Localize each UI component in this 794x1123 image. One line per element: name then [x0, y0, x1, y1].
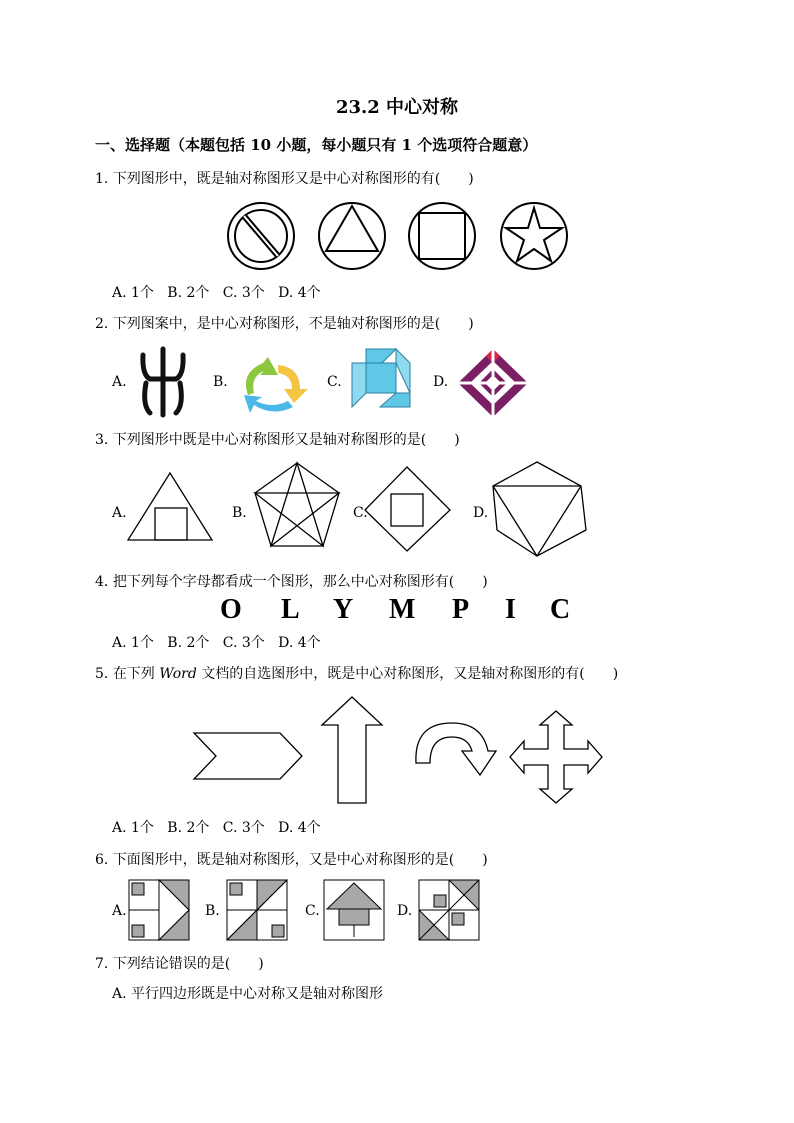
question-7	[95, 955, 264, 973]
question-2	[95, 315, 474, 333]
letter-o: O	[220, 594, 242, 625]
question-6	[95, 851, 488, 869]
up-arrow-figure	[322, 697, 382, 803]
question-4	[95, 573, 488, 591]
q6-label-d[interactable]: D.	[397, 903, 413, 919]
question-number: 2.	[95, 316, 109, 332]
q2-figures	[128, 345, 538, 420]
diamond-with-square-figure	[365, 467, 450, 551]
question-number: 7.	[95, 956, 109, 972]
hexagon-figure	[493, 462, 586, 556]
tile-d-figure	[419, 880, 479, 940]
q3-label-d[interactable]: D.	[473, 505, 489, 521]
letter-i: I	[505, 594, 516, 625]
pentagram-figure	[255, 463, 339, 546]
cyan-pinwheel-figure	[352, 349, 410, 407]
question-number: 4.	[95, 574, 109, 590]
option-c[interactable]: C. 3个	[222, 635, 265, 651]
question-stem: 下面图形中，既是轴对称图形，又是中心对称图形的是( )	[112, 852, 488, 868]
tile-c-figure	[324, 880, 384, 940]
option-a[interactable]: A. 1个	[112, 285, 154, 301]
circle-with-slash-figure	[228, 203, 294, 269]
option-b[interactable]: B. 2个	[167, 820, 210, 836]
circle-with-star-figure	[501, 203, 567, 269]
q3-label-c[interactable]: C.	[353, 505, 368, 521]
q1-options	[112, 284, 321, 302]
question-stem: 下列结论错误的是( )	[112, 956, 264, 972]
question-3	[95, 431, 460, 449]
q5-figures	[192, 695, 602, 807]
option-c[interactable]: C. 3个	[222, 285, 265, 301]
option-a[interactable]: A. 1个	[112, 820, 154, 836]
question-number: 3.	[95, 432, 109, 448]
q7-option-a[interactable]: A. 平行四边形既是中心对称又是轴对称图形	[112, 986, 384, 1002]
circle-with-triangle-figure	[319, 203, 385, 269]
option-c[interactable]: C. 3个	[222, 820, 265, 836]
tile-b-figure	[227, 880, 287, 940]
triangle-with-square-figure	[128, 473, 212, 540]
question-5	[95, 665, 618, 683]
option-b[interactable]: B. 2个	[167, 635, 210, 651]
q2-label-b[interactable]: B.	[213, 374, 228, 390]
circle-with-square-figure	[409, 203, 475, 269]
q6-label-b[interactable]: B.	[205, 903, 220, 919]
option-d[interactable]: D. 4个	[278, 285, 321, 301]
ancient-character-figure	[143, 349, 183, 415]
q3-label-b[interactable]: B.	[232, 505, 247, 521]
four-way-arrow-figure	[510, 711, 602, 803]
question-stem-pre: 在下列	[112, 666, 160, 682]
tile-a-figure	[129, 880, 189, 940]
page-title: 23.2 中心对称	[335, 97, 459, 118]
q6-label-a[interactable]: A.	[112, 903, 127, 919]
question-stem: 下列图形中，既是轴对称图形又是中心对称图形的有( )	[112, 171, 474, 187]
letter-y: Y	[333, 594, 354, 625]
q3-figures	[125, 458, 595, 563]
q2-label-a[interactable]: A.	[112, 374, 127, 390]
q6-figures	[128, 879, 480, 941]
recycle-arrows-figure	[244, 357, 308, 413]
q3-label-a[interactable]: A.	[112, 505, 127, 521]
section-heading: 一、选择题（本题包括 10 小题，每小题只有 1 个选项符合题意）	[95, 136, 538, 154]
option-b[interactable]: B. 2个	[167, 285, 210, 301]
q6-label-c[interactable]: C.	[305, 903, 320, 919]
question-stem: 下列图案中，是中心对称图形，不是轴对称图形的是( )	[112, 316, 474, 332]
chevron-figure	[194, 733, 302, 779]
q5-options	[112, 819, 321, 837]
option-a[interactable]: A. 1个	[112, 635, 154, 651]
diamond-pattern-figure	[458, 349, 528, 417]
question-stem: 下列图形中既是中心对称图形又是轴对称图形的是( )	[112, 432, 460, 448]
question-stem: 把下列每个字母都看成一个图形，那么中心对称图形有( )	[112, 574, 488, 590]
letter-c: C	[550, 594, 571, 625]
question-number: 5.	[95, 666, 109, 682]
option-d[interactable]: D. 4个	[278, 635, 321, 651]
question-number: 6.	[95, 852, 109, 868]
q2-label-c[interactable]: C.	[327, 374, 342, 390]
letter-l: L	[281, 594, 300, 625]
q1-figures	[226, 200, 571, 272]
word-text: Word	[159, 666, 197, 682]
letter-m: M	[389, 594, 416, 625]
curved-arrow-figure	[416, 723, 496, 775]
q2-label-d[interactable]: D.	[433, 374, 449, 390]
option-d[interactable]: D. 4个	[278, 820, 321, 836]
question-1	[95, 170, 474, 188]
letter-p: P	[452, 594, 470, 625]
question-stem-post: 文档的自选图形中，既是中心对称图形，又是轴对称图形的有( )	[196, 666, 619, 682]
question-number: 1.	[95, 171, 109, 187]
q4-options	[112, 634, 321, 652]
